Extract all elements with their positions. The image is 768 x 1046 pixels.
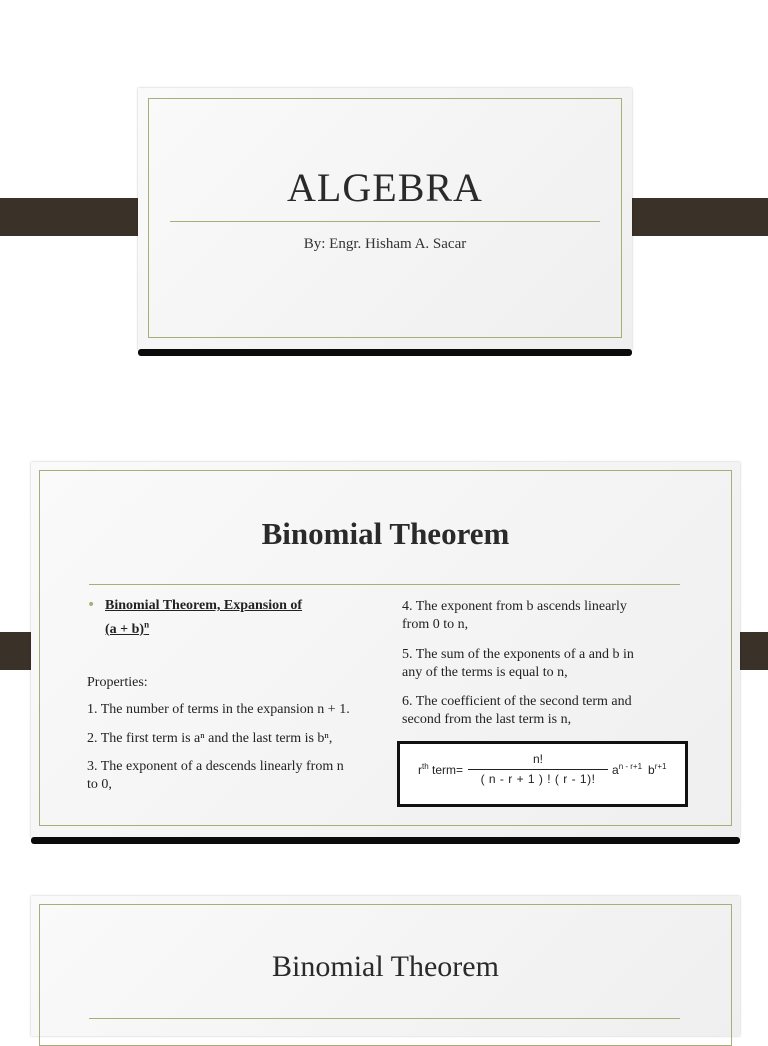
slide-bottom-bar [31, 837, 740, 844]
slide-3[interactable] [31, 896, 740, 1036]
bullet-item [87, 596, 347, 639]
slide-author: By: Engr. Hisham A. Sacar [303, 236, 467, 252]
bullet-text: Binomial Theorem, Expansion of [105, 598, 303, 613]
formula-label: $r^{th}$ term= [418, 762, 464, 777]
slide-title: Binomial Theorem [272, 950, 499, 983]
slide1-left-tab [0, 198, 155, 236]
property-4: 4. The exponent from b ascends linearly from 0 to n, [402, 599, 627, 632]
slide-bottom-bar [138, 349, 632, 356]
rth-term-formula-box [397, 741, 688, 807]
title-divider [89, 584, 680, 585]
formula-b-power: $b^{r+1}$ [648, 762, 667, 777]
property-5: 5. The sum of the exponents of a and b in any of the terms is equal to n, [402, 647, 634, 680]
formula-numerator: n! [532, 752, 543, 766]
property-6: 6. The coefficient of the second term and second from the last term is n, [402, 694, 632, 727]
property-1: 1. The number of terms in the expansion n + 1. [87, 702, 350, 717]
slide-1[interactable] [138, 88, 632, 350]
slide-1-border [148, 98, 622, 338]
property-3: 3. The exponent of a descends linearly from n to 0, [87, 759, 344, 792]
properties-label: Properties: [87, 675, 148, 690]
formula-denominator: ( n - r + 1 ) ! ( r - 1)! [480, 772, 596, 786]
title-divider [170, 221, 600, 222]
property-2: 2. The first term is aⁿ and the last term is bⁿ, [87, 731, 333, 746]
bullet-formula: $(a + b)^n$ [105, 619, 150, 637]
fraction-bar [468, 769, 608, 770]
formula-a-power: $a^{n - r+1}$ [612, 762, 643, 777]
slide-title: ALGEBRA [287, 165, 483, 210]
slide-2[interactable] [31, 462, 740, 838]
slide-title: Binomial Theorem [261, 516, 510, 551]
title-divider [89, 1018, 680, 1019]
slide1-right-tab [613, 198, 768, 236]
bullet-icon: • [87, 597, 96, 613]
